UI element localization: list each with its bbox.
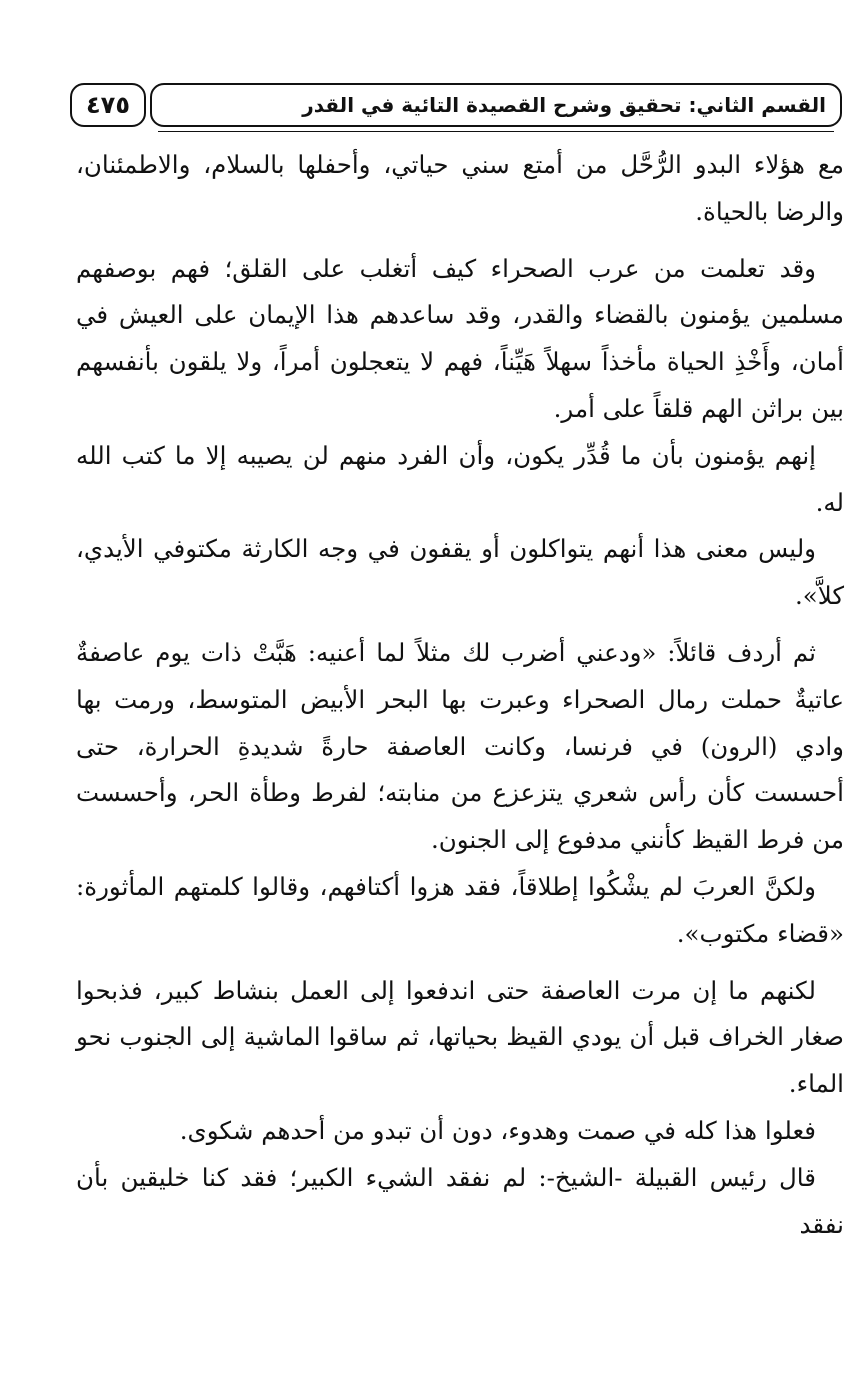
paragraph: مع هؤلاء البدو الرُّحَّل من أمتع سني حياتي، وأحفلها بالسلام، والاطمئنان، والرضا بالحياة. [76,150,844,226]
paragraph: فعلوا هذا كله في صمت وهدوء، دون أن تبدو من أحدهم شكوى. [179,1115,816,1145]
running-title: القسم الثاني: تحقيق وشرح القصيدة التائية في القدر [150,83,842,127]
paragraph: وقد تعلمت من عرب الصحراء كيف أتغلب على القلق؛ فهم بوصفهم مسلمين يؤمنون بالقضاء والقدر، وقد ساعدهم هذا الإيمان على العيش في أمان، وأَخْذِ الحياة مأخذاً سهلاً هَيِّناً، فهم لا يتعجلون أمراً، ولا يلقون بأنفسهم بين براثن الهم قلقاً على أمر. [76,253,844,423]
page-body [76,142,844,1248]
paragraph: لكنهم ما إن مرت العاصفة حتى اندفعوا إلى العمل بنشاط كبير، فذبحوا صغار الخراف قبل أن يودي القيظ بحياتها، ثم ساقوا الماشية إلى الجنوب نحو الماء. [76,975,844,1099]
paragraph: وليس معنى هذا أنهم يتواكلون أو يقفون في وجه الكارثة مكتوفي الأيدي، كلاَّ». [76,534,844,611]
page-header [70,83,842,129]
paragraph: ثم أردف قائلاً: «ودعني أضرب لك مثلاً لما أعنيه: هَبَّتْ ذات يوم عاصفةٌ عاتيةٌ حملت رمال الصحراء وعبرت بها البحر الأبيض المتوسط، ورمت بها وادي (الرون) في فرنسا، وكانت العاصفة حارةً شديدةِ الحرارة، حتى أحسست كأن رأس شعري يتزعزع من منابته؛ لفرط وطأة الحر، وأحسست من فرط القيظ كأنني مدفوع إلى الجنون. [76,637,844,855]
paragraph: إنهم يؤمنون بأن ما قُدِّر يكون، وأن الفرد منهم لن يصيبه إلا ما كتب الله له. [76,440,844,517]
paragraph: قال رئيس القبيلة -الشيخ-: لم نفقد الشيء الكبير؛ فقد كنا خليقين بأن نفقد [76,1162,844,1239]
page-number: ٤٧٥ [70,83,146,127]
paragraph: ولكنَّ العربَ لم يشْكُوا إطلاقاً، فقد هزوا أكتافهم، وقالوا كلمتهم المأثورة: «قضاء مكتوب». [76,871,844,948]
